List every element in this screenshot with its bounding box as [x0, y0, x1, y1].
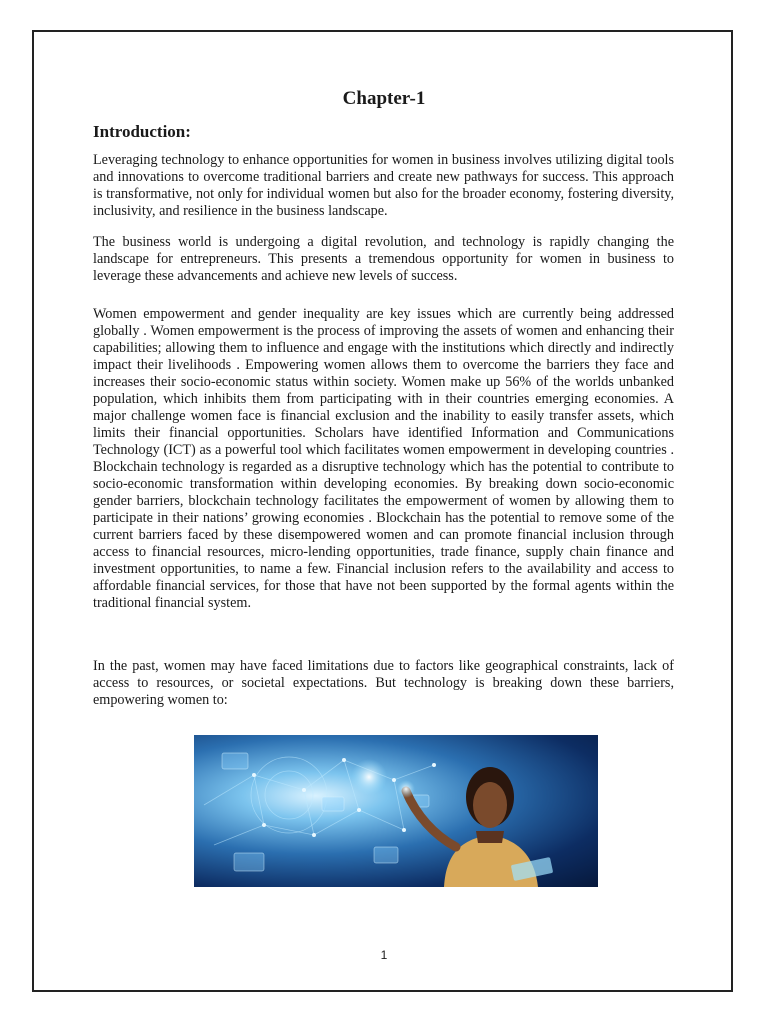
chapter-title: Chapter-1 — [342, 88, 426, 109]
paragraph-2: The business world is undergoing a digital revolution, and technology is rapidly changing the landscape for entrepreneurs. This presents a tremendous opportunity for women in business to leverage these advancements and achieve new levels of success. — [93, 234, 674, 284]
woman-technology-illustration — [194, 735, 598, 887]
page-number: 1 — [380, 948, 388, 962]
section-heading: Introduction: — [93, 122, 191, 141]
paragraph-3: Women empowerment and gender inequality are key issues which are currently being addressed globally . Women empowerment is the process of improving the assets of women and enhancing their capabilities; allowing them to influence and engage with the institutions which directly and indirectly impact their livelihoods . Empowering women allows them to overcome the barriers they face and increases their socio-economic status within society. Women make up 56% of the worlds unbanked population, which inhibits them from participating with in their countries emerging economies. A major challenge women face is financial exclusion and the inability to easily transfer assets, which limits their financial opportunities. Scholars have identified Information and Communications Technology (ICT) as a powerful tool which facilitates women empowerment in developing countries . Blockchain technology is regarded as a disruptive technology which has the potential to contribute to socio-economic transformation within developing economies. By breaking down socio-economic gender barriers, blockchain technology facilitates the empowerment of women by allowing them to participate in their nations’ growing economies . Blockchain has the potential to remove some of the current barriers faced by these disempowered women and can promote financial inclusion through access to financial resources, micro-lending opportunities, trade finance, supply chain finance and investment opportunities, to name a few. Financial inclusion refers to the availability and access to affordable financial services, for those that have not been supported by the formal agents within the traditional financial system. — [93, 306, 674, 611]
paragraph-4: In the past, women may have faced limitations due to factors like geographical constraints, lack of access to resources, or societal expectations. But technology is breaking down these barriers, empowering women to: — [93, 658, 674, 708]
paragraph-1: Leveraging technology to enhance opportunities for women in business involves utilizing digital tools and innovations to overcome traditional barriers and create new pathways for success. This approach is transformative, not only for individual women but also for the broader economy, fostering diversity, inclusivity, and resilience in the business landscape. — [93, 152, 674, 219]
illustration-graphic — [194, 735, 598, 887]
